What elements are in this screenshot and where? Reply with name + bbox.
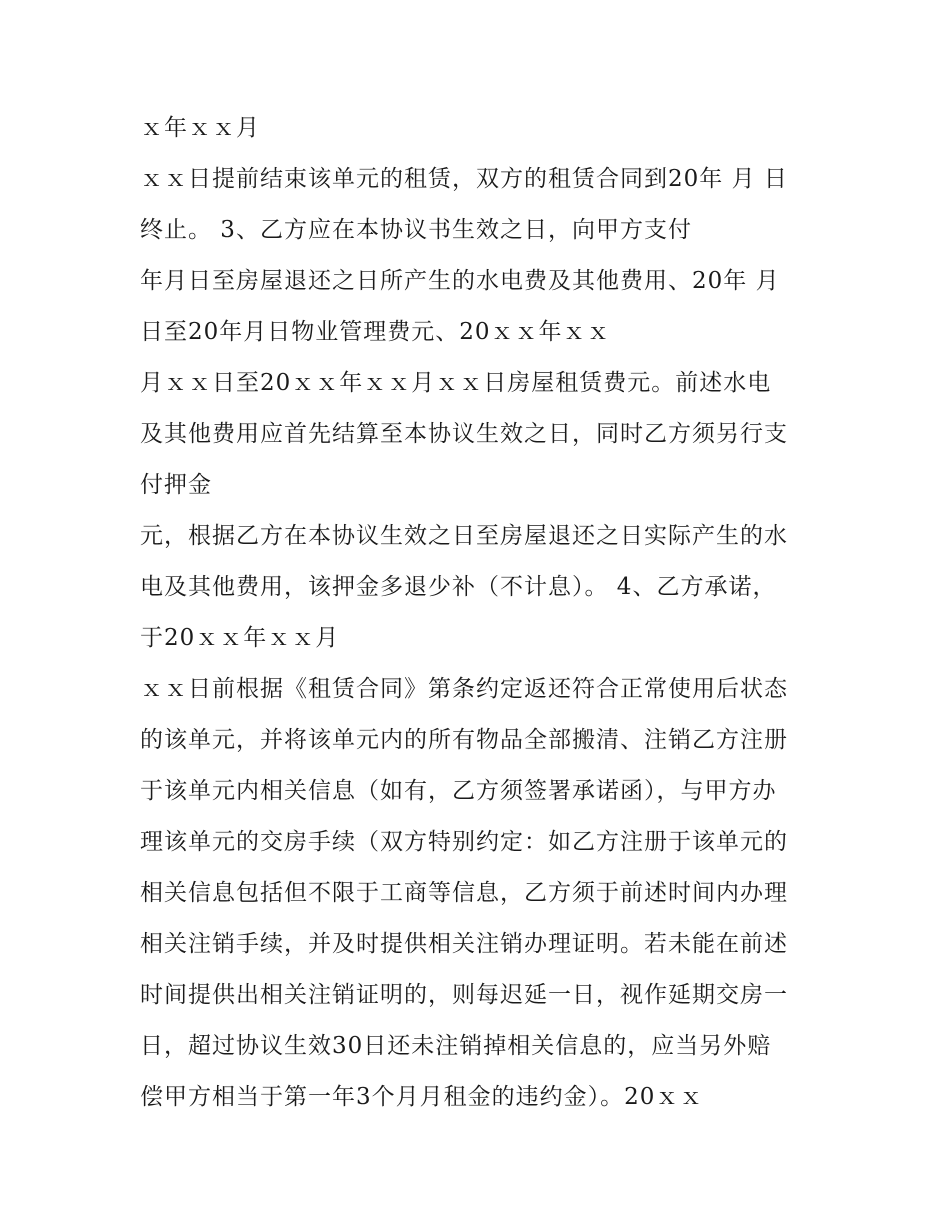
text-line: 时间提供出相关注销证明的，则每迟延一日，视作延期交房一: [140, 982, 788, 1008]
text-line: 日至20年月日物业管理费元、20ｘｘ年ｘｘ: [140, 319, 611, 345]
text-line: 偿甲方相当于第一年3个月月租金的违约金）。20ｘｘ: [140, 1084, 704, 1110]
text-line: 相关注销手续，并及时提供相关注销办理证明。若未能在前述: [140, 931, 788, 957]
text-line: 理该单元的交房手续（双方特别约定：如乙方注册于该单元的: [140, 829, 788, 855]
text-line: 电及其他费用，该押金多退少补（不计息）。 4、乙方承诺，: [140, 574, 777, 600]
text-line: 日，超过协议生效30日还未注销掉相关信息的，应当另外赔: [140, 1033, 772, 1059]
text-line: 付押金: [140, 472, 212, 498]
text-line: 的该单元，并将该单元内的所有物品全部搬清、注销乙方注册: [140, 727, 788, 753]
text-line: 相关信息包括但不限于工商等信息，乙方须于前述时间内办理: [140, 880, 788, 906]
text-line: 月ｘｘ日至20ｘｘ年ｘｘ月ｘｘ日房屋租赁费元。前述水电: [140, 370, 772, 396]
text-line: ｘｘ日前根据《租赁合同》第条约定返还符合正常使用后状态: [140, 676, 788, 702]
text-line: 年月日至房屋退还之日所产生的水电费及其他费用、20年 月: [140, 268, 780, 294]
text-line: ｘ年ｘｘ月: [140, 115, 260, 141]
text-line: ｘｘ日提前结束该单元的租赁，双方的租赁合同到20年 月 日: [140, 166, 788, 192]
text-line: 于20ｘｘ年ｘｘ月: [140, 625, 340, 651]
text-line: 元，根据乙方在本协议生效之日至房屋退还之日实际产生的水: [140, 523, 788, 549]
text-line: 于该单元内相关信息（如有，乙方须签署承诺函），与甲方办: [140, 778, 777, 804]
contract-text: [140, 103, 840, 1123]
text-line: 及其他费用应首先结算至本协议生效之日，同时乙方须另行支: [140, 421, 788, 447]
text-line: 终止。 3、乙方应在本协议书生效之日，向甲方支付: [140, 217, 692, 243]
